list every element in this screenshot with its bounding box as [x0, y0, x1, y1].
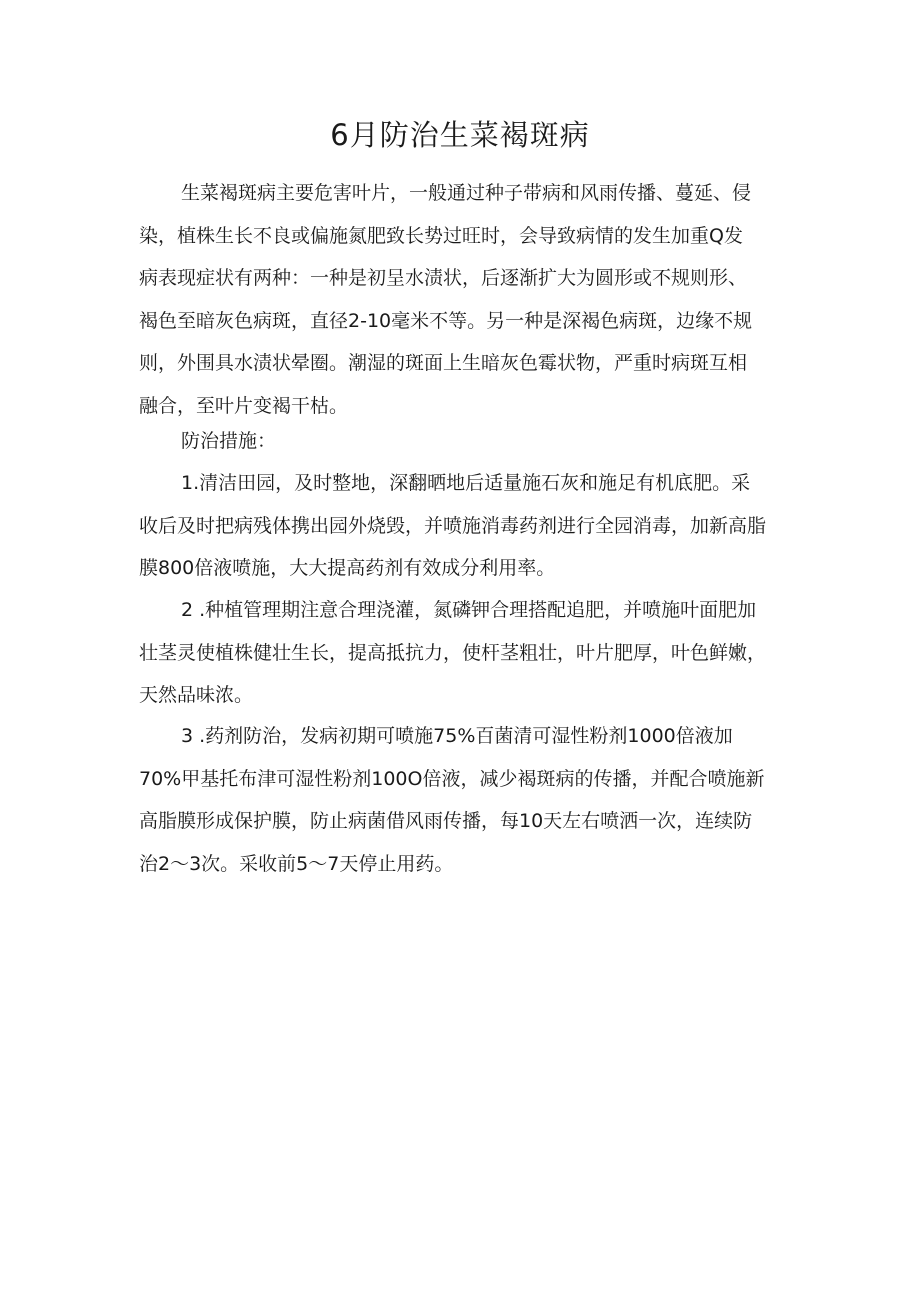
- document-title: 6月防治生菜褐斑病: [330, 118, 590, 152]
- paragraph-line: 融合，至叶片变褐干枯。: [139, 394, 349, 417]
- paragraph-line: 病表现症状有两种：一种是初呈水渍状，后逐渐扩大为圆形或不规则形、: [139, 267, 748, 289]
- intro-paragraph: [139, 172, 785, 427]
- measures-heading: [139, 420, 785, 463]
- paragraph-line: 膜800倍液喷施，大大提高药剂有效成分利用率。: [139, 557, 556, 579]
- paragraph-line: 治2～3次。采收前5～7天停止用药。: [139, 852, 454, 875]
- paragraph-line: 收后及时把病残体携出园外烧毁，并喷施消毒药剂进行全园消毒，加新高脂: [139, 514, 767, 537]
- paragraph-line: 生菜褐斑病主要危害叶片，一般通过种子带病和风雨传播、蔓延、侵: [181, 182, 752, 204]
- paragraph-line: 2 .种植管理期注意合理浇灌，氮磷钾合理搭配追肥，并喷施叶面肥加: [181, 599, 757, 621]
- paragraph-line: 天然品味浓。: [139, 684, 254, 706]
- paragraph-line: 1.清洁田园，及时整地，深翻晒地后适量施石灰和施足有机底肥。采: [181, 472, 751, 494]
- paragraph-line: 70%甲基托布津可湿性粉剂100O倍液，减少褐斑病的传播，并配合喷施新: [139, 767, 765, 790]
- paragraph-line: 褐色至暗灰色病斑，直径2-10毫米不等。另一种是深褐色病斑，边缘不规: [139, 309, 753, 332]
- paragraph-line: 则，外围具水渍状晕圈。潮湿的斑面上生暗灰色霉状物，严重时病斑互相: [139, 352, 748, 374]
- measure-3-paragraph: [139, 715, 785, 885]
- measure-2-paragraph: [139, 589, 785, 717]
- paragraph-line: 壮茎灵使植株健壮生长，提高抵抗力，使杆茎粗壮，叶片肥厚，叶色鲜嫩，: [139, 641, 767, 664]
- paragraph-line: 染，植株生长不良或偏施氮肥致长势过旺时，会导致病情的发生加重Q发: [139, 224, 743, 247]
- measure-1-paragraph: [139, 462, 785, 590]
- section-heading: 防治措施：: [181, 430, 277, 452]
- paragraph-line: 3 .药剂防治，发病初期可喷施75%百菌清可湿性粉剂1000倍液加: [181, 725, 733, 747]
- paragraph-line: 高脂膜形成保护膜，防止病菌借风雨传播，每10天左右喷洒一次，连续防: [139, 810, 753, 832]
